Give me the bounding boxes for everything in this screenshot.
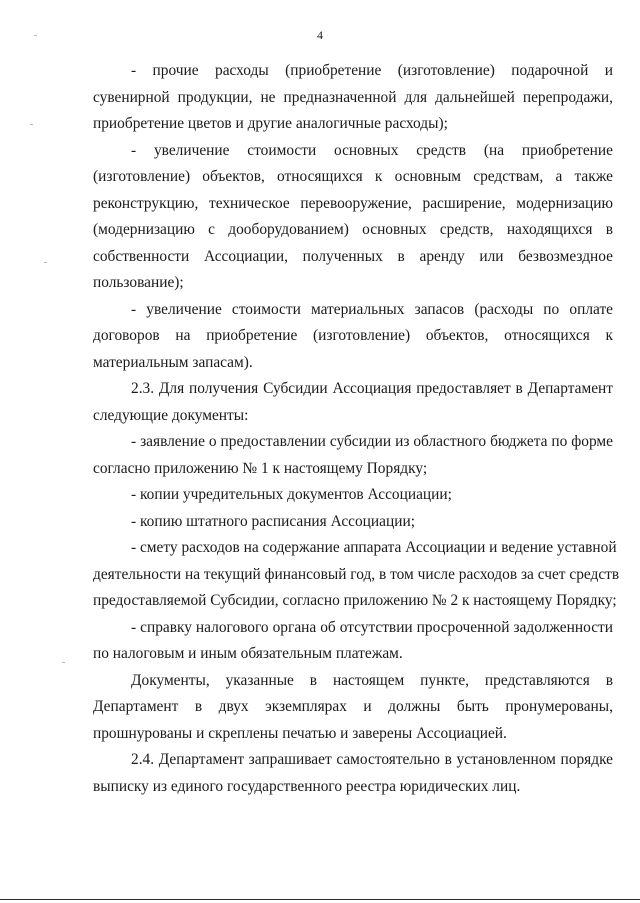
text-line: приобретение цветов и другие аналогичные расходы); — [93, 115, 448, 132]
text-line: Документы, указанные в настоящем пункте, представляются в — [131, 671, 613, 689]
paragraph-documents-submission — [93, 668, 613, 748]
scan-speck — [30, 124, 33, 125]
text-line: деятельности на текущий финансовый год, в том числе расходов за счет средств — [93, 565, 620, 583]
paragraph-staff-schedule — [93, 509, 613, 536]
paragraph-tax-certificate — [93, 615, 613, 668]
text-line: сувенирной продукции, не предназначенной для дальнейшей перепродажи, — [93, 88, 613, 106]
text-line: 2.3. Для получения Субсидии Ассоциация предоставляет в Департамент — [131, 380, 613, 397]
paragraph-founding-documents — [93, 482, 613, 509]
scan-speck — [34, 35, 37, 36]
text-line: прошнурованы и скреплены печатью и заверены Ассоциацией. — [93, 724, 507, 742]
paragraph-application — [93, 429, 613, 482]
paragraph-fixed-assets — [93, 138, 613, 297]
paragraph-other-expenses — [93, 58, 613, 138]
text-line: - справку налогового органа об отсутствии просроченной задолженности — [131, 618, 613, 636]
paragraph-section-2-3 — [93, 376, 613, 429]
text-line: - копию штатного расписания Ассоциации; — [131, 512, 415, 530]
text-line: предоставляемой Субсидии, согласно приложению № 2 к настоящему Порядку; — [93, 592, 617, 609]
text-line: реконструкцию, техническое перевооружение, расширение, модернизацию — [93, 194, 613, 212]
text-line: пользование); — [93, 274, 184, 291]
text-line: - увеличение стоимости материальных запасов (расходы по оплате — [131, 300, 613, 318]
text-line: договоров на приобретение (изготовление) объектов, относящихся к — [93, 327, 613, 344]
text-line: - прочие расходы (приобретение (изготовление) подарочной и — [131, 62, 613, 79]
text-line: - смету расходов на содержание аппарата Ассоциации и ведение уставной — [131, 539, 617, 556]
text-line: следующие документы: — [93, 406, 249, 424]
text-line: - копии учредительных документов Ассоциации; — [131, 486, 452, 503]
text-line: материальным запасам). — [93, 353, 253, 371]
scan-speck — [62, 662, 65, 663]
paragraph-cost-estimate — [93, 535, 620, 615]
paragraph-section-2-4 — [93, 747, 613, 800]
scan-bottom-edge — [0, 899, 640, 900]
paragraph-inventory — [93, 297, 613, 377]
text-line: выписку из единого государственного реестра юридических лиц. — [93, 777, 521, 795]
text-line: 2.4. Департамент запрашивает самостоятельно в установленном порядке — [131, 751, 613, 768]
text-line: - увеличение стоимости основных средств (на приобретение — [131, 141, 613, 159]
text-line: по налоговым и иным обязательным платежам. — [93, 645, 403, 662]
page-number: 4 — [317, 28, 323, 42]
text-line: (модернизацию с дооборудованием) основных средств, находящихся в — [93, 221, 613, 238]
scan-speck — [44, 262, 47, 263]
text-line: согласно приложению № 1 к настоящему Порядку; — [93, 459, 428, 477]
text-line: Департамент в двух экземплярах и должны быть пронумерованы, — [93, 698, 613, 715]
document-body — [93, 58, 620, 800]
text-line: - заявление о предоставлении субсидии из областного бюджета по форме — [131, 433, 613, 450]
text-line: (изготовление) объектов, относящихся к основным средствам, а также — [93, 168, 613, 185]
text-line: собственности Ассоциации, полученных в аренду или безвозмездное — [93, 247, 613, 265]
